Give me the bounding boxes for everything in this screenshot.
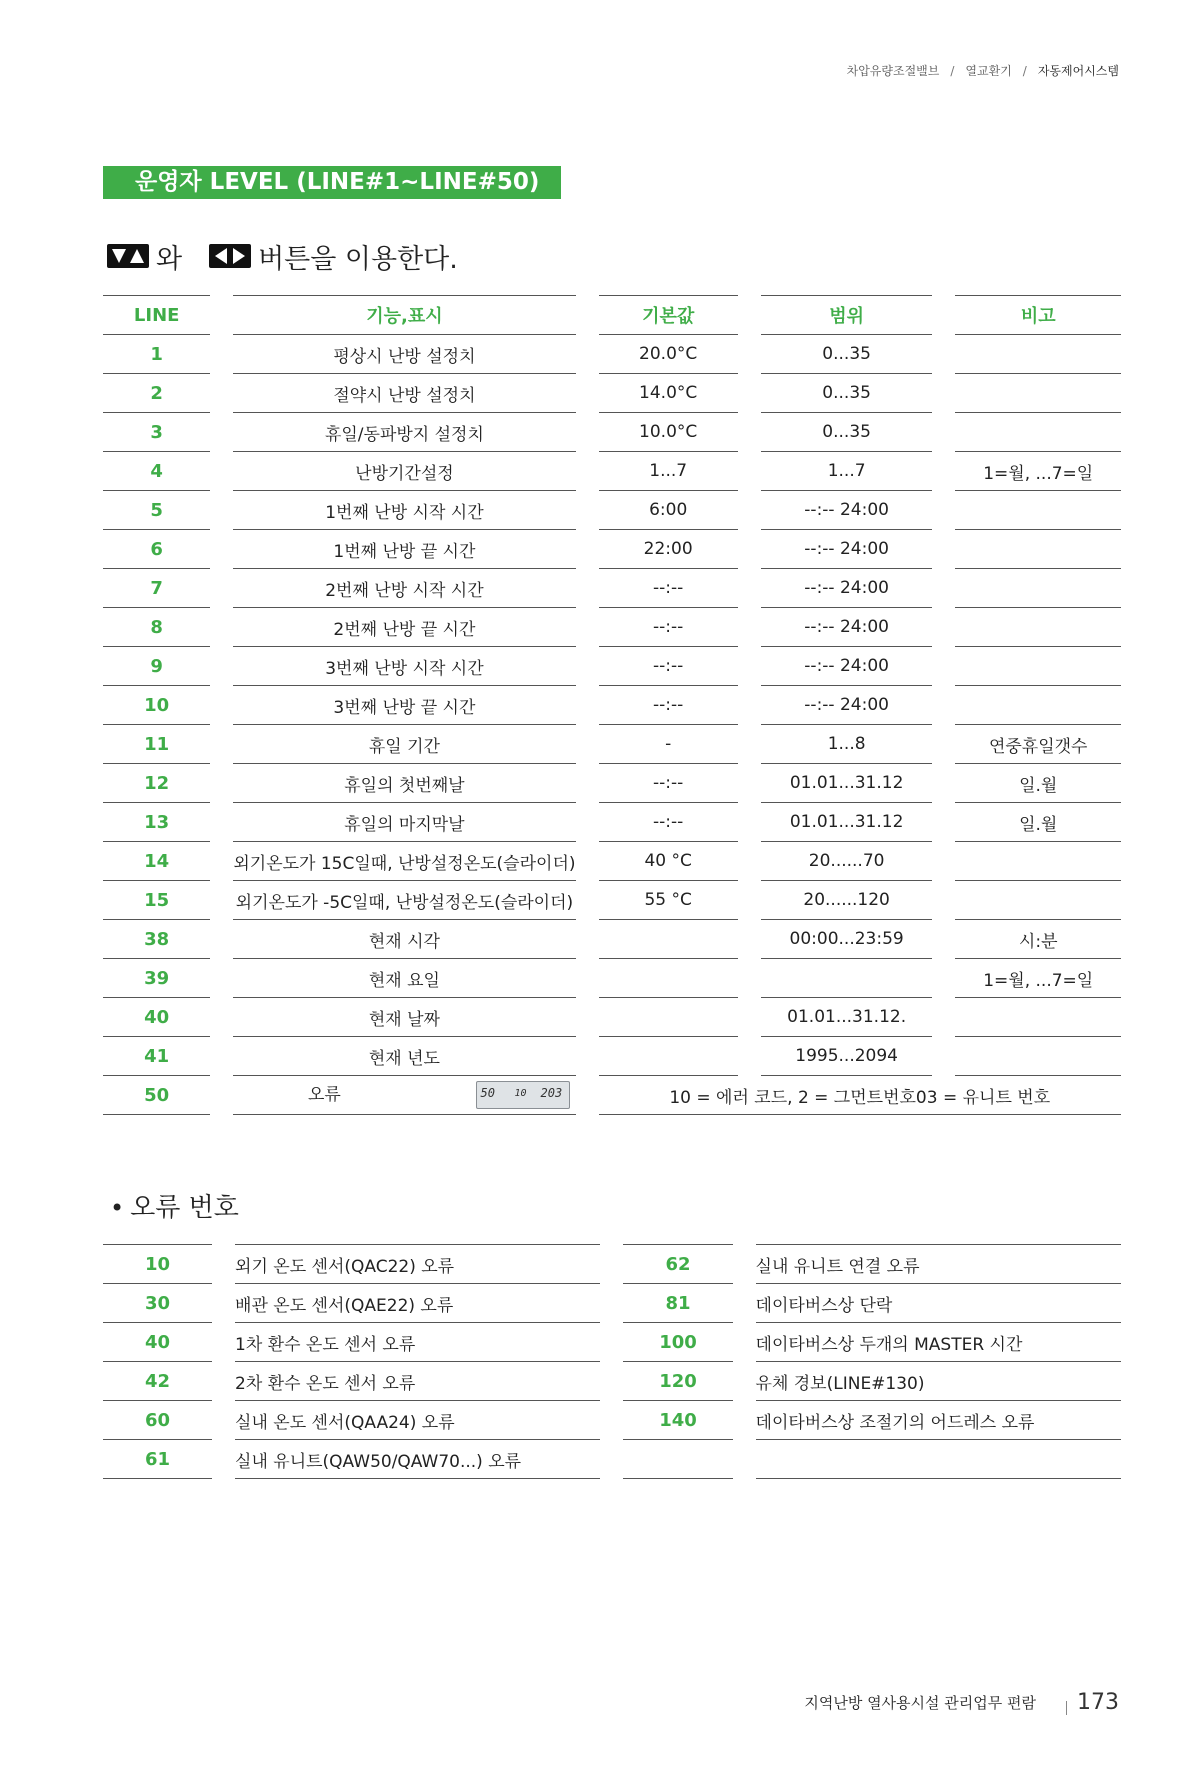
default-value-cell: --:-- bbox=[599, 803, 738, 842]
note-cell bbox=[955, 608, 1121, 647]
line-number: 41 bbox=[103, 1037, 210, 1076]
note-cell bbox=[955, 530, 1121, 569]
function-cell: 1번째 난방 끝 시간 bbox=[233, 530, 575, 569]
note-cell bbox=[955, 413, 1121, 452]
function-cell bbox=[233, 1076, 575, 1115]
default-value-cell bbox=[599, 998, 738, 1037]
line-number: 3 bbox=[103, 413, 210, 452]
error-description: 유체 경보(LINE#130) bbox=[756, 1362, 1121, 1401]
table-row bbox=[103, 569, 1121, 608]
range-cell bbox=[761, 959, 933, 998]
error-description: 배관 온도 센서(QAE22) 오류 bbox=[235, 1284, 600, 1323]
line-number: 5 bbox=[103, 491, 210, 530]
left-right-arrow-button-icon bbox=[208, 243, 252, 269]
function-cell: 2번째 난방 시작 시간 bbox=[233, 569, 575, 608]
function-cell: 현재 년도 bbox=[233, 1037, 575, 1076]
error-code: 40 bbox=[103, 1323, 212, 1362]
page-number: 173 bbox=[1077, 1690, 1119, 1715]
default-value-cell bbox=[599, 920, 738, 959]
range-cell: 20......120 bbox=[761, 881, 933, 920]
range-cell: --:-- 24:00 bbox=[761, 530, 933, 569]
range-cell: --:-- 24:00 bbox=[761, 686, 933, 725]
line-number: 12 bbox=[103, 764, 210, 803]
error-label: 오류 bbox=[307, 1085, 341, 1105]
line-number: 7 bbox=[103, 569, 210, 608]
table-row bbox=[103, 413, 1121, 452]
column-header-range: 범위 bbox=[761, 295, 933, 335]
function-cell: 현재 시각 bbox=[233, 920, 575, 959]
default-value-cell: --:-- bbox=[599, 608, 738, 647]
default-value-cell: 20.0°C bbox=[599, 335, 738, 374]
error-code: 61 bbox=[103, 1440, 212, 1479]
default-value-cell: 10.0°C bbox=[599, 413, 738, 452]
range-cell: 01.01...31.12. bbox=[761, 998, 933, 1037]
table-row bbox=[103, 1401, 1121, 1440]
breadcrumb-separator: / bbox=[1022, 64, 1027, 78]
note-cell bbox=[955, 335, 1121, 374]
range-cell: 0...35 bbox=[761, 413, 933, 452]
function-cell: 휴일/동파방지 설정치 bbox=[233, 413, 575, 452]
default-value-cell: 14.0°C bbox=[599, 374, 738, 413]
line-number: 15 bbox=[103, 881, 210, 920]
up-down-arrow-button-icon bbox=[106, 243, 150, 269]
table-row bbox=[103, 998, 1121, 1037]
instruction-conjunction: 와 bbox=[156, 243, 183, 275]
line-number: 39 bbox=[103, 959, 210, 998]
line-number: 13 bbox=[103, 803, 210, 842]
bullet-icon: • bbox=[110, 1194, 125, 1222]
note-cell bbox=[955, 569, 1121, 608]
range-cell: --:-- 24:00 bbox=[761, 647, 933, 686]
table-row bbox=[103, 764, 1121, 803]
function-cell: 현재 날짜 bbox=[233, 998, 575, 1037]
default-value-cell: --:-- bbox=[599, 764, 738, 803]
column-header-function: 기능,표시 bbox=[233, 295, 575, 335]
breadcrumb-item[interactable]: 열교환기 bbox=[965, 64, 1012, 78]
range-cell: --:-- 24:00 bbox=[761, 491, 933, 530]
error-numbers-title: 오류 번호 bbox=[130, 1193, 239, 1223]
note-cell bbox=[955, 998, 1121, 1037]
default-value-cell: 1...7 bbox=[599, 452, 738, 491]
table-row bbox=[103, 647, 1121, 686]
note-cell bbox=[955, 1037, 1121, 1076]
note-cell: 일.월 bbox=[955, 764, 1121, 803]
default-value-cell: --:-- bbox=[599, 569, 738, 608]
note-cell bbox=[955, 647, 1121, 686]
table-row bbox=[103, 725, 1121, 764]
table-row bbox=[103, 530, 1121, 569]
error-description: 실내 유니트(QAW50/QAW70...) 오류 bbox=[235, 1440, 600, 1479]
range-cell: 01.01...31.12 bbox=[761, 803, 933, 842]
column-header-default: 기본값 bbox=[599, 295, 738, 335]
table-row bbox=[103, 608, 1121, 647]
column-header-note: 비고 bbox=[955, 295, 1121, 335]
note-cell: 1=월, ...7=일 bbox=[955, 452, 1121, 491]
line-number: 11 bbox=[103, 725, 210, 764]
function-cell: 외기온도가 15C일때, 난방설정온도(슬라이더) bbox=[233, 842, 575, 881]
function-cell: 난방기간설정 bbox=[233, 452, 575, 491]
page-footer bbox=[804, 1690, 1119, 1715]
table-row bbox=[103, 374, 1121, 413]
default-value-cell: 22:00 bbox=[599, 530, 738, 569]
footer-divider bbox=[1066, 1701, 1067, 1715]
error-description bbox=[756, 1440, 1121, 1479]
table-row bbox=[103, 920, 1121, 959]
function-cell: 절약시 난방 설정치 bbox=[233, 374, 575, 413]
range-cell: 1995...2094 bbox=[761, 1037, 933, 1076]
error-description: 실내 유니트 연결 오류 bbox=[756, 1244, 1121, 1284]
range-cell: 1...8 bbox=[761, 725, 933, 764]
default-value-cell bbox=[599, 959, 738, 998]
error-code-table bbox=[80, 1244, 1144, 1479]
function-cell: 휴일의 마지막날 bbox=[233, 803, 575, 842]
default-value-cell: 6:00 bbox=[599, 491, 738, 530]
default-value-cell: 55 °C bbox=[599, 881, 738, 920]
default-value-cell bbox=[599, 1037, 738, 1076]
table-row bbox=[103, 1440, 1121, 1479]
line-number: 6 bbox=[103, 530, 210, 569]
note-cell bbox=[955, 491, 1121, 530]
table-row bbox=[103, 686, 1121, 725]
line-number: 4 bbox=[103, 452, 210, 491]
error-code: 62 bbox=[623, 1244, 732, 1284]
table-row bbox=[103, 491, 1121, 530]
instruction-text: 버튼을 이용한다. bbox=[258, 243, 458, 275]
section-title: 운영자 LEVEL (LINE#1~LINE#50) bbox=[103, 166, 561, 199]
range-cell: --:-- 24:00 bbox=[761, 608, 933, 647]
breadcrumb bbox=[847, 62, 1119, 79]
note-cell: 일.월 bbox=[955, 803, 1121, 842]
default-value-cell: - bbox=[599, 725, 738, 764]
lcd-error-code: 10 bbox=[514, 1088, 527, 1099]
instruction-line bbox=[106, 238, 458, 274]
line-number: 14 bbox=[103, 842, 210, 881]
lcd-segment-unit: 203 bbox=[540, 1086, 563, 1100]
error-code: 60 bbox=[103, 1401, 212, 1440]
note-cell: 1=월, ...7=일 bbox=[955, 959, 1121, 998]
error-code: 140 bbox=[623, 1401, 732, 1440]
table-row bbox=[103, 335, 1121, 374]
default-value-cell: --:-- bbox=[599, 686, 738, 725]
note-cell: 시:분 bbox=[955, 920, 1121, 959]
table-row bbox=[103, 842, 1121, 881]
breadcrumb-item[interactable]: 차압유량조절밸브 bbox=[846, 64, 940, 78]
range-cell: 01.01...31.12 bbox=[761, 764, 933, 803]
note-cell: 연중휴일갯수 bbox=[955, 725, 1121, 764]
range-cell: 1...7 bbox=[761, 452, 933, 491]
function-cell: 휴일의 첫번째날 bbox=[233, 764, 575, 803]
note-cell bbox=[955, 374, 1121, 413]
note-cell bbox=[955, 842, 1121, 881]
table-row-error bbox=[103, 1076, 1121, 1115]
table-row bbox=[103, 452, 1121, 491]
default-value-cell: --:-- bbox=[599, 647, 738, 686]
table-row bbox=[103, 881, 1121, 920]
line-number: 38 bbox=[103, 920, 210, 959]
line-number: 9 bbox=[103, 647, 210, 686]
line-number: 10 bbox=[103, 686, 210, 725]
function-cell: 평상시 난방 설정치 bbox=[233, 335, 575, 374]
error-code: 30 bbox=[103, 1284, 212, 1323]
function-cell: 휴일 기간 bbox=[233, 725, 575, 764]
error-code: 10 bbox=[103, 1244, 212, 1284]
default-value-cell: 40 °C bbox=[599, 842, 738, 881]
line-number: 50 bbox=[103, 1076, 210, 1115]
table-row bbox=[103, 959, 1121, 998]
error-code: 100 bbox=[623, 1323, 732, 1362]
error-description: 실내 온도 센서(QAA24) 오류 bbox=[235, 1401, 600, 1440]
line-parameter-table bbox=[80, 295, 1144, 1115]
error-code: 120 bbox=[623, 1362, 732, 1401]
error-numbers-heading bbox=[110, 1187, 239, 1224]
line-number: 1 bbox=[103, 335, 210, 374]
function-cell: 3번째 난방 끝 시간 bbox=[233, 686, 575, 725]
function-cell: 외기온도가 -5C일때, 난방설정온도(슬라이더) bbox=[233, 881, 575, 920]
note-cell bbox=[955, 881, 1121, 920]
function-cell: 현재 요일 bbox=[233, 959, 575, 998]
error-description: 외기 온도 센서(QAC22) 오류 bbox=[235, 1244, 600, 1284]
error-code: 81 bbox=[623, 1284, 732, 1323]
lcd-display bbox=[476, 1081, 570, 1109]
error-description: 1차 환수 온도 센서 오류 bbox=[235, 1323, 600, 1362]
error-description: 데이타버스상 단락 bbox=[756, 1284, 1121, 1323]
range-cell: --:-- 24:00 bbox=[761, 569, 933, 608]
table-row bbox=[103, 1323, 1121, 1362]
range-cell: 0...35 bbox=[761, 374, 933, 413]
range-cell: 0...35 bbox=[761, 335, 933, 374]
table-header-row bbox=[103, 295, 1121, 335]
error-code: 42 bbox=[103, 1362, 212, 1401]
function-cell: 3번째 난방 시작 시간 bbox=[233, 647, 575, 686]
breadcrumb-current: 자동제어시스템 bbox=[1037, 64, 1119, 78]
error-description: 2차 환수 온도 센서 오류 bbox=[235, 1362, 600, 1401]
note-cell bbox=[955, 686, 1121, 725]
table-row bbox=[103, 1284, 1121, 1323]
error-description: 데이타버스상 조절기의 어드레스 오류 bbox=[756, 1401, 1121, 1440]
function-cell: 1번째 난방 시작 시간 bbox=[233, 491, 575, 530]
table-row bbox=[103, 803, 1121, 842]
lcd-line-value: 50 bbox=[480, 1086, 495, 1100]
range-cell: 00:00...23:59 bbox=[761, 920, 933, 959]
error-description: 데이타버스상 두개의 MASTER 시간 bbox=[756, 1323, 1121, 1362]
table-row bbox=[103, 1037, 1121, 1076]
breadcrumb-separator: / bbox=[950, 64, 955, 78]
function-cell: 2번째 난방 끝 시간 bbox=[233, 608, 575, 647]
error-description: 10 = 에러 코드, 2 = 그먼트번호03 = 유니트 번호 bbox=[599, 1076, 1122, 1115]
line-number: 2 bbox=[103, 374, 210, 413]
table-row bbox=[103, 1362, 1121, 1401]
table-row bbox=[103, 1244, 1121, 1284]
column-header-line: LINE bbox=[103, 295, 210, 335]
line-number: 8 bbox=[103, 608, 210, 647]
line-number: 40 bbox=[103, 998, 210, 1037]
footer-title: 지역난방 열사용시설 관리업무 편람 bbox=[804, 1694, 1036, 1712]
error-code bbox=[623, 1440, 732, 1479]
range-cell: 20......70 bbox=[761, 842, 933, 881]
